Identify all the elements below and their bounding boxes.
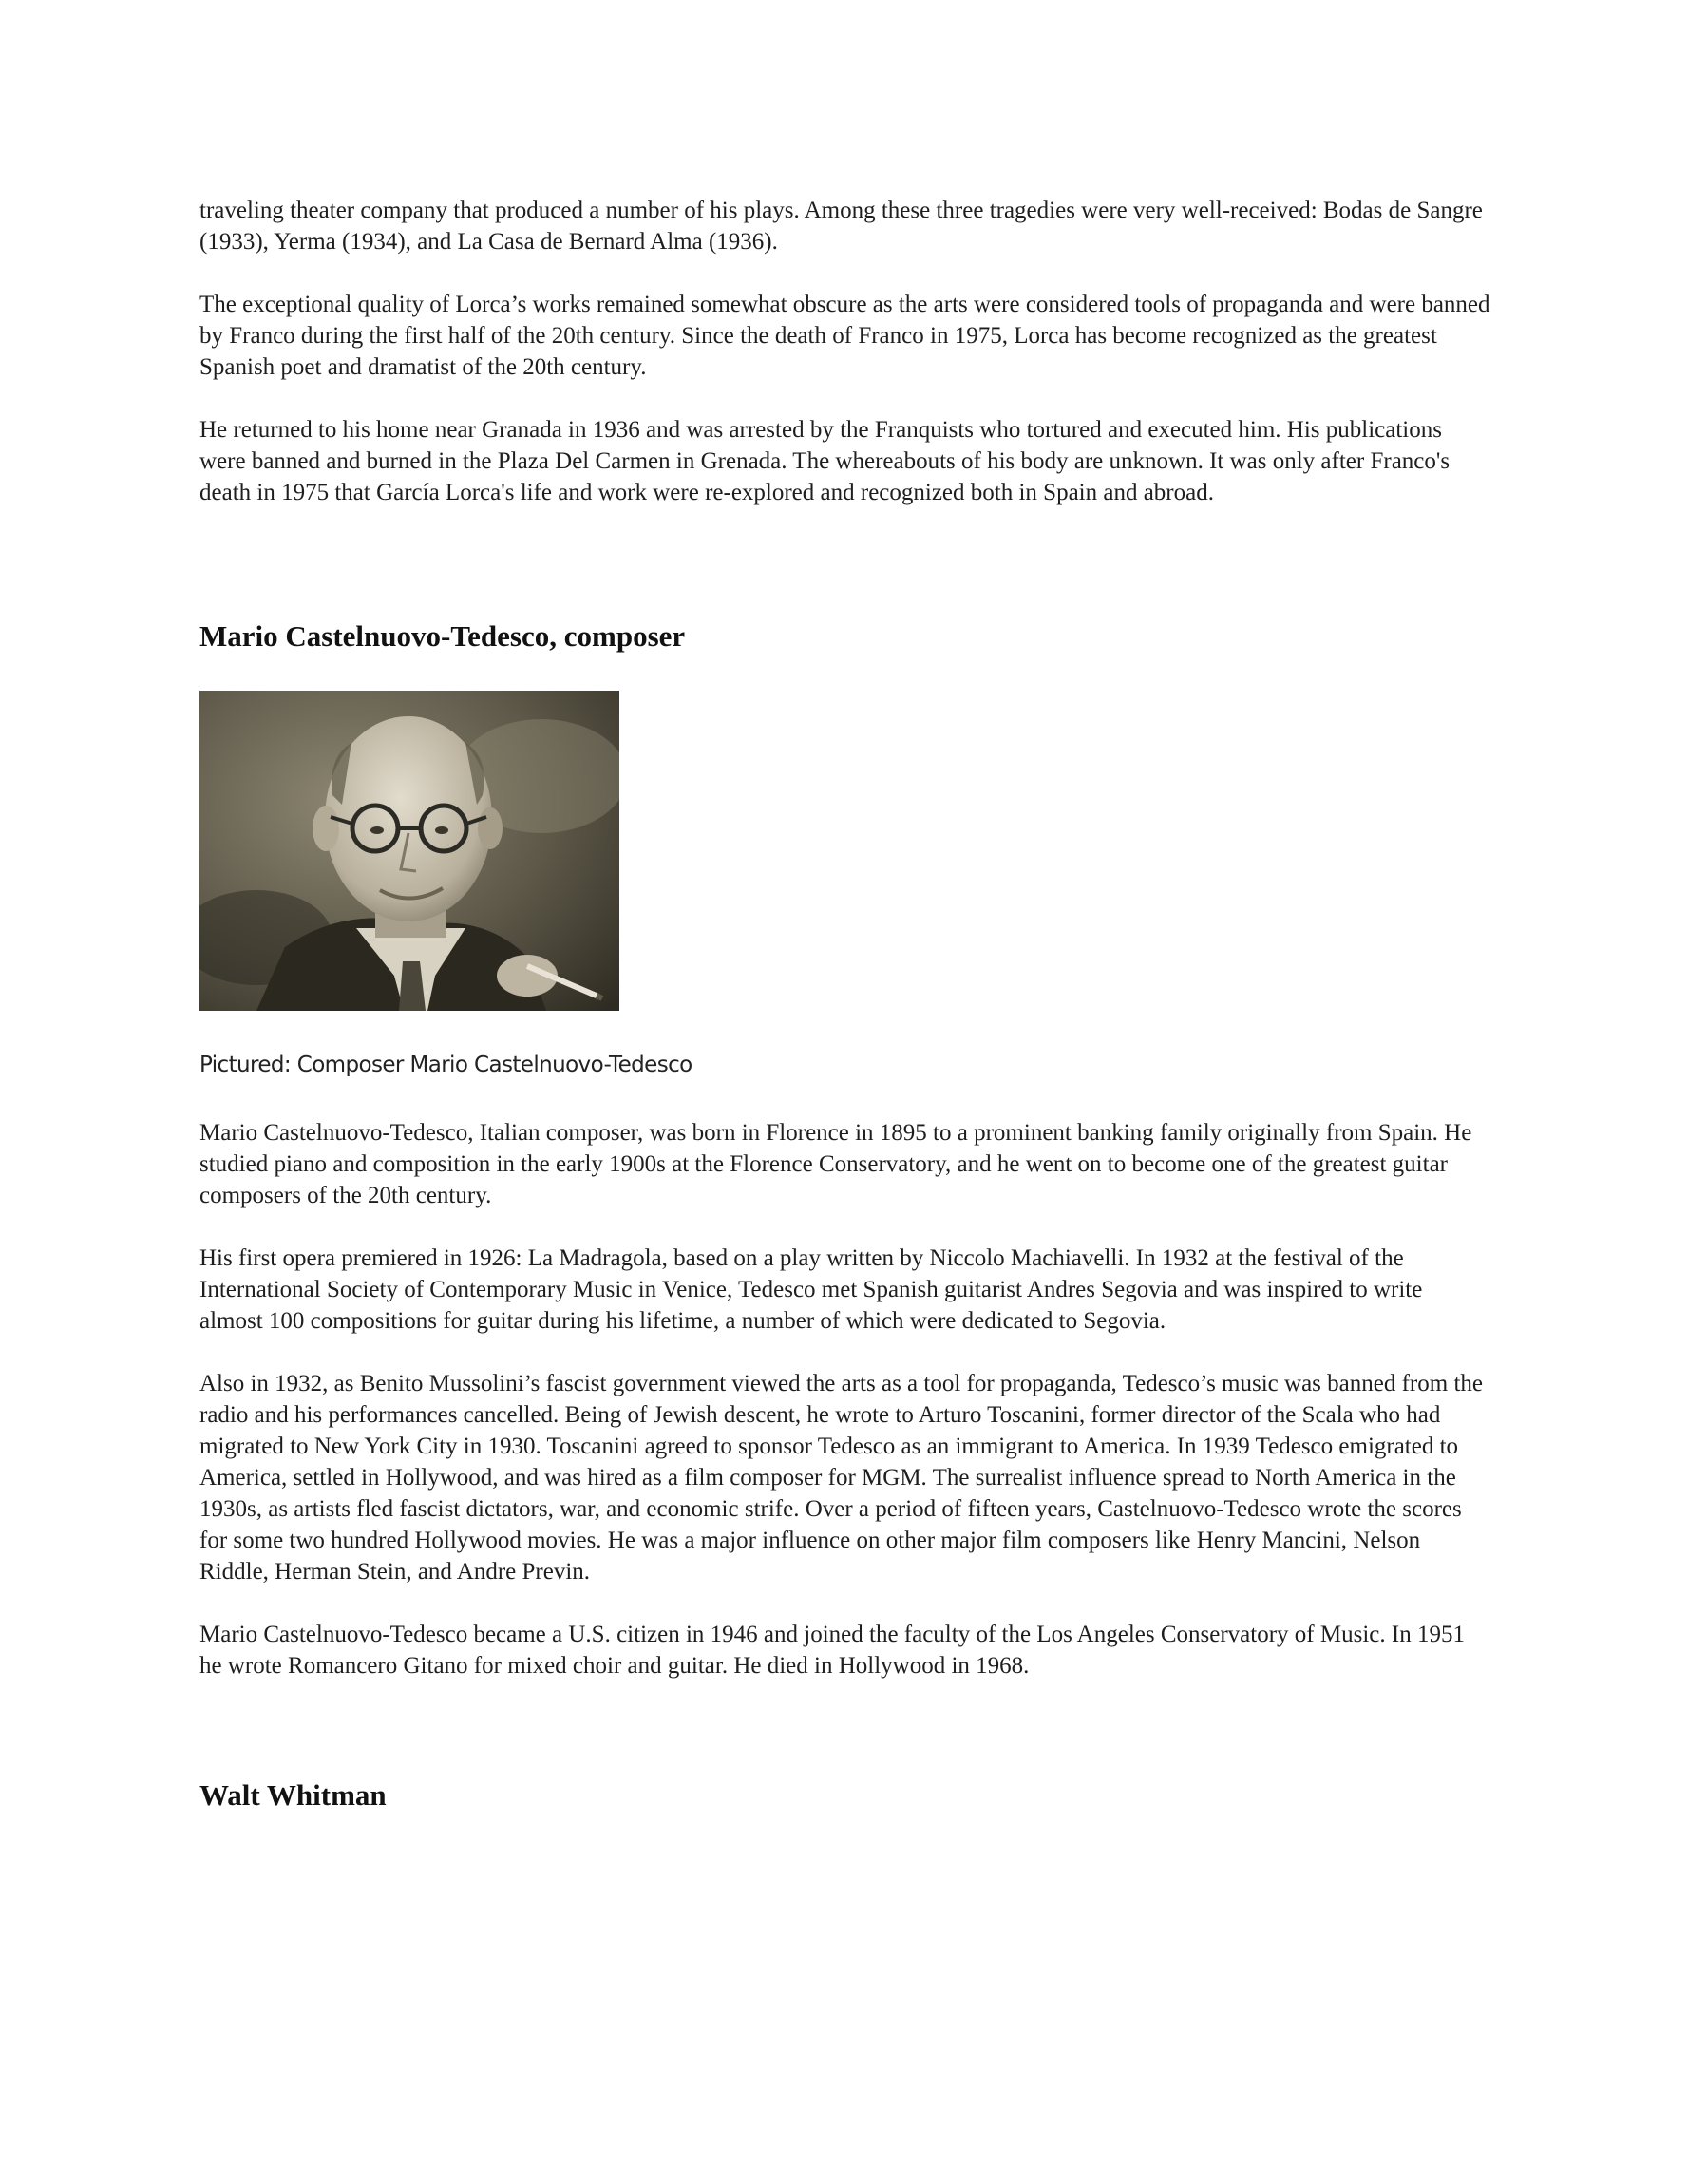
- photo-caption: Pictured: Composer Mario Castelnuovo-Tedesco: [199, 1053, 692, 1077]
- tedesco-paragraph-3: Also in 1932, as Benito Mussolini’s fascist government viewed the arts as a tool for propaganda, Tedesco’s music was banned from the radio and his performances cancelled. Being of Jewish descent, he wrote to Arturo Toscanini, former director of the Scala who had migrated to New York City in 1930. Toscanini agreed to sponsor Tedesco as an immigrant to America. In 1939 Tedesco emigrated to America, settled in Hollywood, and was hired as a film composer for MGM. The surrealist influence spread to North America in the 1930s, as artists fled fascist dictators, war, and economic strife. Over a period of fifteen years, Castelnuovo-Tedesco wrote the scores for some two hundred Hollywood movies. He was a major influence on other major film composers like Henry Mancini, Nelson Riddle, Herman Stein, and Andre Previn.: [199, 1371, 1483, 1585]
- document-page: [199, 195, 1491, 1814]
- lorca-paragraph-3: He returned to his home near Granada in 1936 and was arrested by the Franquists who tortured and executed him. His publications were banned and burned in the Plaza Del Carmen in Grenada. The whereabouts of his body are unknown. It was only after Franco's death in 1975 that García Lorca's life and work were re-explored and recognized both in Spain and abroad.: [199, 417, 1451, 505]
- tedesco-paragraph-4: Mario Castelnuovo-Tedesco became a U.S. citizen in 1946 and joined the faculty of the Los Angeles Conservatory of Music. In 1951 he wrote Romancero Gitano for mixed choir and guitar. He died in Hollywood in 1968.: [199, 1622, 1465, 1679]
- tedesco-heading: Mario Castelnuovo-Tedesco, composer: [199, 619, 686, 653]
- lorca-paragraph-2: The exceptional quality of Lorca’s works remained somewhat obscure as the arts were considered tools of propaganda and were banned by Franco during the first half of the 20th century. Since the death of Franco in 1975, Lorca has become recognized as the greatest Spanish poet and dramatist of the 20th century.: [199, 292, 1490, 380]
- whitman-heading: Walt Whitman: [199, 1778, 387, 1812]
- tedesco-paragraph-2: His first opera premiered in 1926: La Madragola, based on a play written by Niccolo Machiavelli. In 1932 at the festival of the International Society of Contemporary Music in Venice, Tedesco met Spanish guitarist Andres Segovia and was inspired to write almost 100 compositions for guitar during his lifetime, a number of which were dedicated to Segovia.: [199, 1245, 1423, 1334]
- composer-portrait-photo: [199, 691, 619, 1011]
- lorca-paragraph-1: traveling theater company that produced a number of his plays. Among these three tragedies were very well-received: Bodas de Sangre (1933), Yerma (1934), and La Casa de Bernard Alma (1936).: [199, 198, 1483, 255]
- tedesco-paragraph-1: Mario Castelnuovo-Tedesco, Italian composer, was born in Florence in 1895 to a prominent banking family originally from Spain. He studied piano and composition in the early 1900s at the Florence Conservatory, and he went on to become one of the greatest guitar composers of the 20th century.: [199, 1120, 1472, 1208]
